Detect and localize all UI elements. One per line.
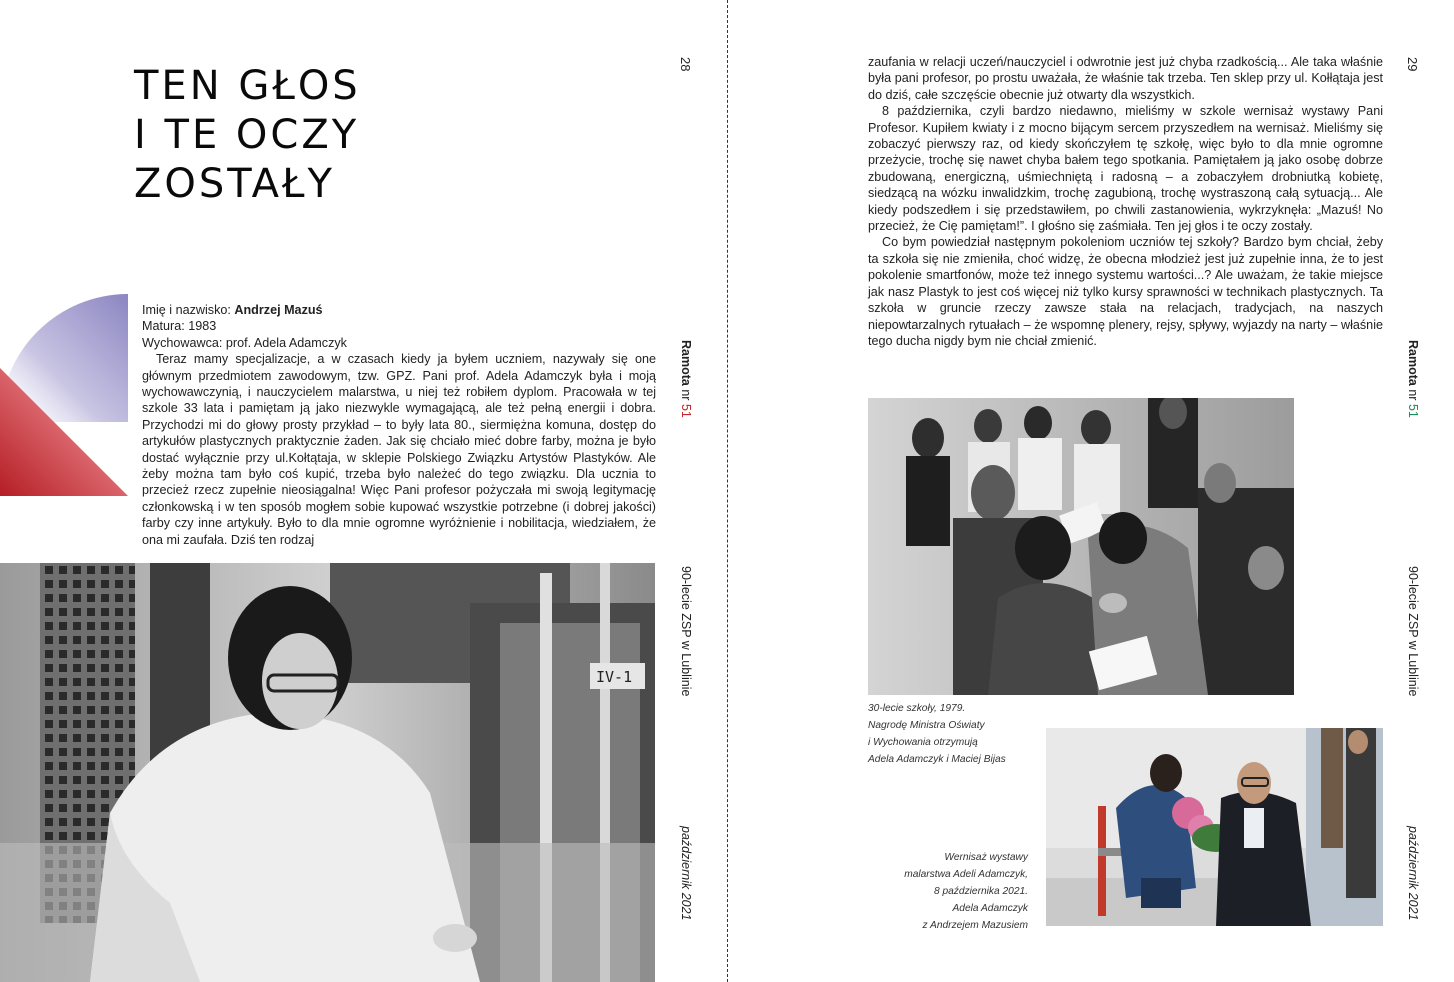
issue-prefix: nr [679,389,693,401]
caption-award-ceremony [868,700,1006,768]
date-label-left: październik 2021 [679,826,693,921]
date-label-right: październik 2021 [1406,826,1420,921]
caption-vernissage [878,849,1028,934]
right-paragraph-1: zaufania w relacji uczeń/nauczyciel i odwrotnie jest już chyba rzadkością... Ale taka właśnie była pani profesor, po prostu uważała, że właśnie tak trzeba. Ten sklep przy ul. Kołłątaja jest do dziś, całe szczęście obecnie już otwarty dla wszystkich. [868,55,1383,102]
decorative-shape [0,294,130,498]
magazine-issue-right [1406,340,1420,418]
caption-line: malarstwa Adeli Adamczyk, [904,869,1028,880]
issue-number: 51 [679,403,693,418]
caption-line: Nagrodę Ministra Oświaty [868,720,985,731]
caption-line: 30-lecie szkoły, 1979. [868,703,966,714]
page-number-right: 29 [1405,57,1420,72]
caption-line: Wernisaż wystawy [944,852,1028,863]
anniversary-label-left: 90-lecie ZSP w Lublinie [679,566,693,697]
issue-number: 51 [1406,403,1420,418]
right-paragraph-3: Co bym powiedział następnym pokoleniom uczniów tej szkoły? Bardzo bym chciał, żeby ta szkoła się nie zmieniła, choć widzę, że obecna młodzież jest już zupełnie inna, że to jest pokolenie smartfonów, może też innego systemu wartości...? Ale uważam, że takie miejsce jak nasz Plastyk to jest coś więcej niż tylko kursy sprawności w technikach plastycznych. Ta szkoła w gruncie rzeczy zawsze stała na relacjach, tradycjach, na naszych niepowtarzalnych rytuałach – że wspomnę plenery, rejsy, spływy, wyjazdy na narty – właśnie tego ducha nigdy bym nie chciał zmienić. [868,235,1383,348]
page-number-left: 28 [678,57,693,72]
magazine-issue-left [679,340,693,418]
right-paragraph-2: 8 października, czyli bardzo niedawno, mieliśmy w szkole wernisaż wystawy Pani Profesor. Kupiłem kwiaty i z mocno bijącym sercem przyszedłem na wernisaż. Mieliśmy się zobaczyć pierwszy raz, od kiedy skończyłem tę szkołę, więc było to dla mnie ogromne przeżycie, trochę się nawet chyba bałem tego spotkania. Pamiętałem ją jako osobę dobrze zbudowaną, energiczną, uśmiechniętą i radosną – a zobaczyłem drobniutką kobietę, siedzącą na wózku inwalidzkim, trochę zagubioną, trochę wystraszoną całą sytuacją... Ale kiedy podszedłem i się przedstawiłem, po chwili zastanowienia, wykrzyknęła: „Mazuś! No przecież, że Cię pamiętam!”. I głośno się zaśmiała. Ten jej głos i te oczy zostały. [868,104,1383,234]
anniversary-label-right: 90-lecie ZSP w Lublinie [1406,566,1420,697]
caption-line: z Andrzejem Mazusiem [922,920,1028,931]
meta-matura: Matura: 1983 [142,319,217,334]
caption-line: 8 października 2021. [933,886,1028,897]
svg-text:IV-1: IV-1 [596,668,633,686]
article-title [134,62,361,209]
photo-vernissage-2021 [1046,728,1383,926]
left-body-text [142,302,656,548]
title-line-3: ZOSTAŁY [134,161,335,207]
photo-teacher-portrait [0,563,655,982]
name-value: Andrzej Mazuś [234,303,323,317]
name-label: Imię i nazwisko: [142,303,231,317]
caption-line: Adela Adamczyk i Maciej Bijas [868,754,1006,765]
meta-tutor: Wychowawca: prof. Adela Adamczyk [142,335,347,350]
title-line-2: I TE OCZY [134,112,360,158]
caption-line: i Wychowania otrzymują [868,737,978,748]
left-paragraph: Teraz mamy specjalizacje, a w czasach kiedy ja byłem uczniem, nazywały się one głównym przedmiotem zawodowym, tzw. GPZ. Pani prof. Adela Adamczyk była i moją wychowawczynią, i nauczycielem malarstwa, u niej też robiłem dyplom. Pracowała w tej szkole 33 lata i pamiętam ją jako niezwykle wymagającą, ale też pełną energii i dobra. Przychodzi mi do głowy prosty przykład – to były lata 80., siermiężna komuna, dostęp do artykułów plastycznych praktycznie żaden. Jak się chciało mieć dobre farby, można je było dostać wyłącznie przy ul.Kołtątaja, w sklepie Polskiego Związku Artystów Plastyków. Ale żeby można tam było coś kupić, trzeba było należeć do tego związku. Dla ucznia to przecież rzecz zupełnie nieosiągalna! Więc Pani profesor pożyczała mi swoją legitymację członkowską i w ten sposób mogłem sobie kupować wszystkie potrzebne (i dobrej jakości) farby czy inne artykuły. Było to dla mnie ogromne wyróżnienie i nobilitacja, wiedziałem, że ona mi zaufała. Dziś ten rodzaj [142,352,656,547]
meta-name [142,302,656,318]
magazine-name: Ramota [679,340,693,386]
magazine-name: Ramota [1406,340,1420,386]
title-line-1: TEN GŁOS [134,63,361,109]
issue-prefix: nr [1406,389,1420,401]
photo-award-ceremony-1979 [868,398,1294,695]
caption-line: Adela Adamczyk [952,903,1028,914]
right-body-text [868,54,1383,349]
